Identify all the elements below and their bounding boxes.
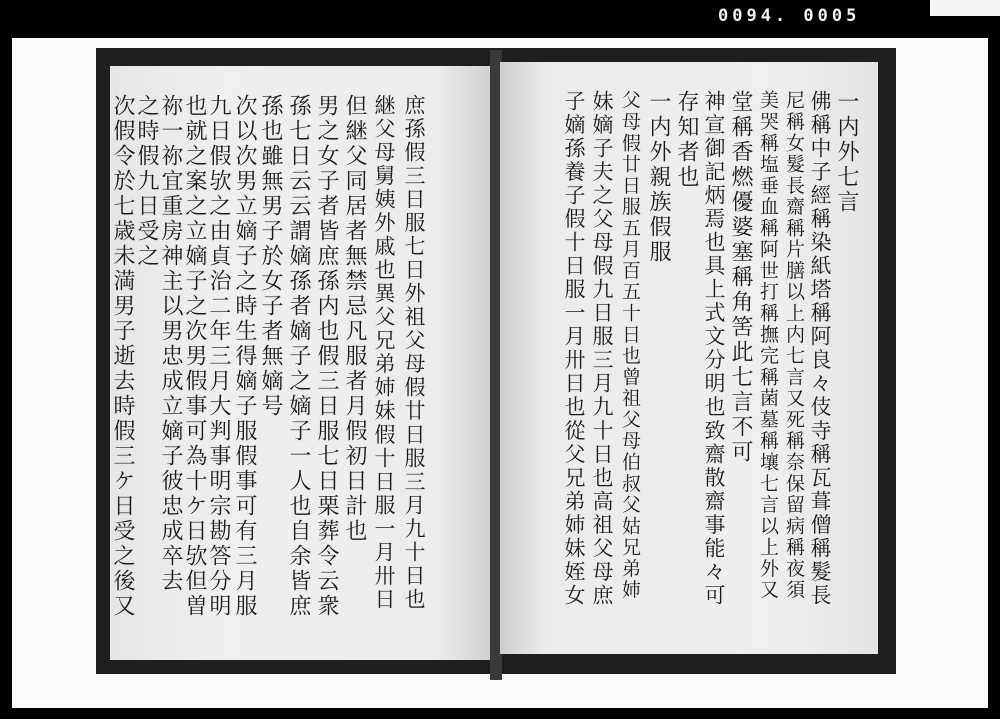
right-page-column: 妹嫡子夫之父母假九日服三月九十日也高祖父母庶 bbox=[590, 90, 614, 608]
right-page-column: 子嫡孫養子假十日服一月卅日也從父兄弟姉妹姪女 bbox=[562, 90, 586, 608]
left-page bbox=[110, 66, 494, 660]
right-page-column: 神宣御記炳焉也具上式文分明也致齋散齋事能々可 bbox=[702, 90, 726, 608]
left-page-column: 次假令於七歳未満男子逝去時假三ケ日受之後又 bbox=[110, 94, 135, 619]
film-edge-tab bbox=[930, 0, 1000, 16]
left-page-column: 孫也雖無男子於女子者無嫡号 bbox=[258, 94, 283, 419]
right-page-column: 父母假廿日服五月百五十日也曾祖父母伯叔父姑兄弟姉 bbox=[619, 90, 641, 601]
right-page-column: 一内外親族假服 bbox=[646, 90, 671, 265]
frame-number: 0094. 0005 bbox=[718, 6, 861, 26]
left-page-column: 庶孫假三日服七日外祖父母假廿日服三月九十日也 bbox=[402, 94, 426, 612]
left-page-column: 男之女子者皆庶孫内也假三日服七日栗葬令云衆 bbox=[314, 94, 339, 619]
left-page-column: 次以次男立嫡子之時生得嫡子服假事可有三月服 bbox=[232, 94, 257, 619]
right-page-column: 尼稱女髮長齋稱片膳以上内七言又死稱奈保留病稱夜須 bbox=[783, 90, 805, 601]
right-page-column: 一内外七言 bbox=[834, 90, 859, 215]
right-page-column: 美哭稱塩垂血稱阿世打稱撫完稱菌墓稱壤七言以上外又 bbox=[757, 90, 779, 601]
left-page-column: 九日假欤之由貞治二年三月大判事明宗勘答分明 bbox=[206, 94, 231, 619]
left-page-column: 但継父同居者無禁忌凡服者月假初日計也 bbox=[342, 94, 367, 544]
right-page-column: 存知者也 bbox=[674, 90, 699, 190]
right-page bbox=[500, 62, 878, 654]
left-page-column: 也就之案之立嫡子之次男假事可為十ケ日欤但曽 bbox=[182, 94, 207, 619]
left-page-column: 継父母舅姨外戚也異父兄弟姉妹假十日服一月卅日 bbox=[372, 94, 396, 612]
left-page-column: 祢一祢宜重房神主以男忠成立嫡子彼忠成卒去 bbox=[158, 94, 183, 594]
left-page-column: 孫七日云云謂嫡孫者嫡子之嫡子一人也自余皆庶 bbox=[286, 94, 311, 619]
left-page-column: 之時假九日受之 bbox=[134, 94, 159, 269]
right-page-column: 堂稱香燃優婆塞稱角筈此七言不可 bbox=[728, 90, 753, 465]
right-page-column: 佛稱中子經稱染紙塔稱阿良々伎寺稱瓦葺僧稱髮長 bbox=[808, 90, 832, 608]
